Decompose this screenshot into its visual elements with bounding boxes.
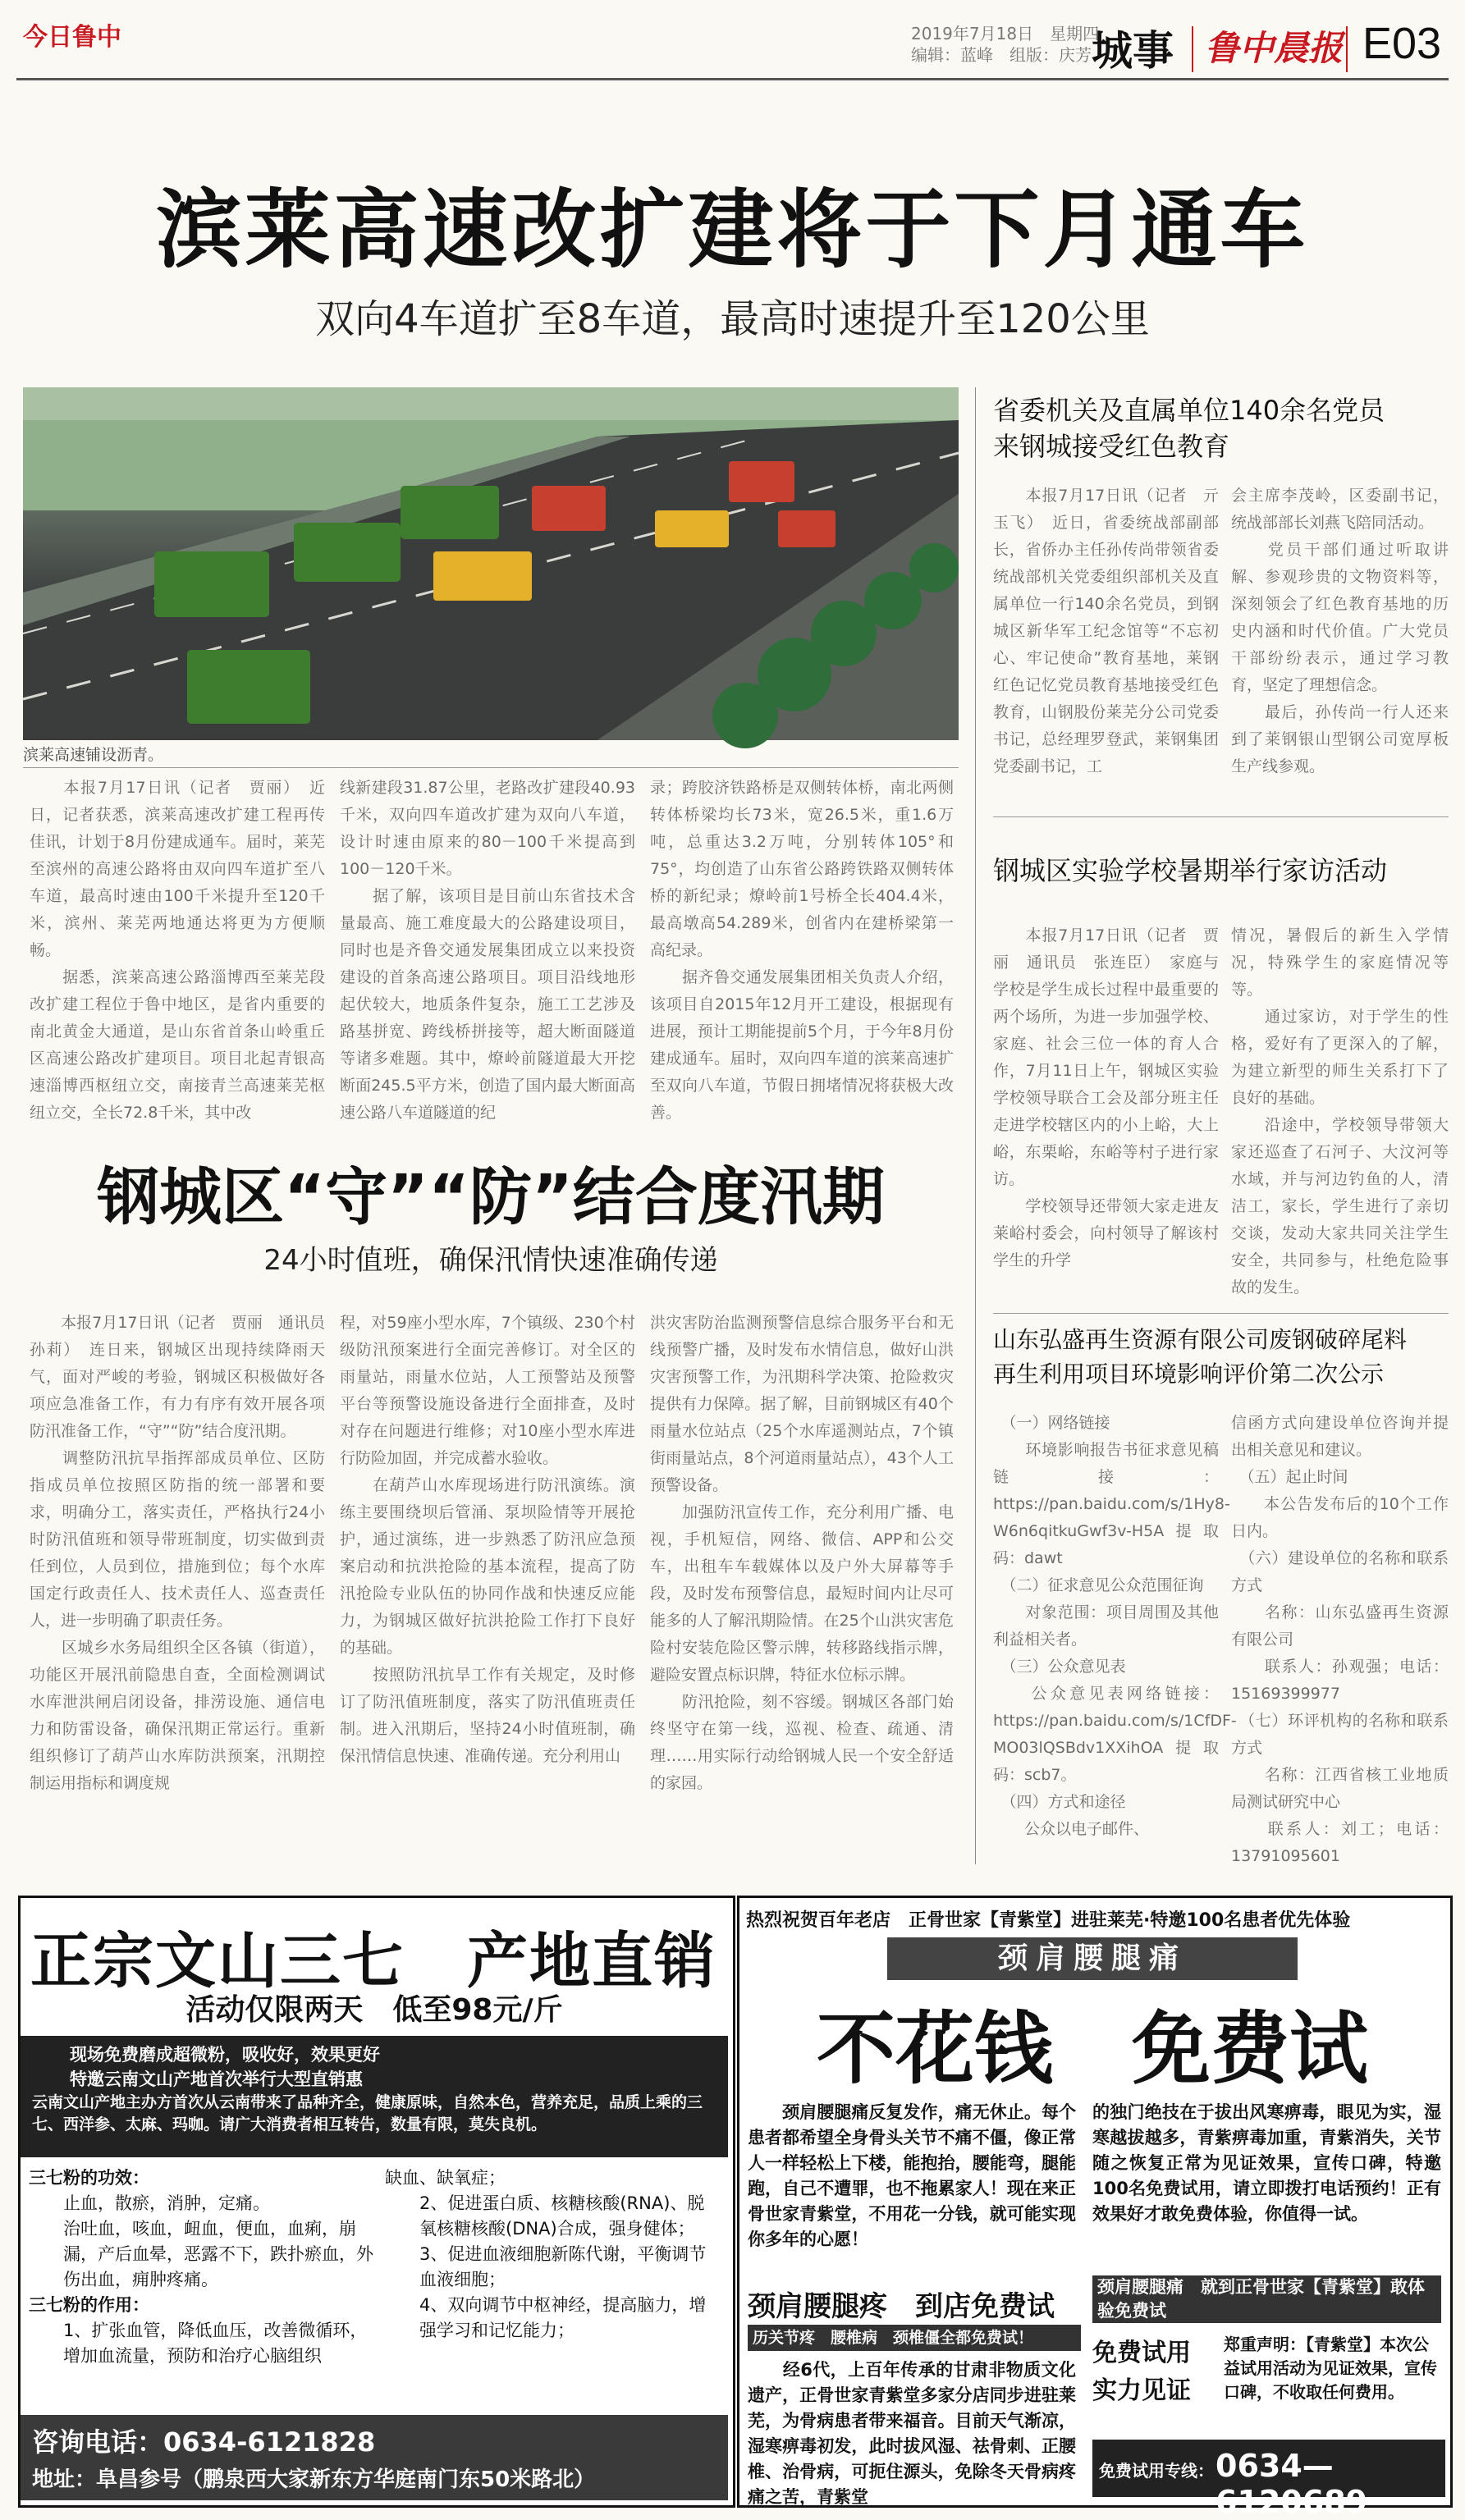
highway-photo [23, 387, 959, 740]
ad-qz-darkbar: 颈肩腰腿痛 就到正骨世家【青紫堂】敢体验免费试 [1092, 2275, 1441, 2323]
story2-body-col1: 本报7月17日讯（记者 贾丽 通讯员 孙莉） 连日来，钢城区出现持续降雨天气，面对严峻的考验，钢城区积极做好各项应急准备工作，有力有序有效开展各项防汛准备工作，“守”“防”结合度汛期。 调整防汛抗旱指挥部成员单位、区防指成员单位按照区防指的统一部署和要求，明确分工，落实责任，严格执行24小时防汛值班和领导带班制度，切实做到责任到位，人员到位，措施到位；每个水库国定行政责任人、技术责任人、巡查责任人，进一步明确了职责任务。 区城乡水务局组织全区各镇（街道），功能区开展汛前隐患自查，全面检测调试水库泄洪闸启闭设备，排涝设施、通信电力和防雷设备，确保汛期正常运行。重新组织修订了葫芦山水库防洪预案，汛期控制运用指标和调度规 [30, 1314, 325, 1792]
ad-qz-subhead: 颈肩腰腿疼 到店免费试 [748, 2290, 1055, 2323]
effects-title: 三七粉的功效： [29, 2168, 149, 2188]
page-number: E03 [1362, 19, 1442, 68]
ad-sanqi-sub: 活动仅限两天 低至98元/斤 [185, 1993, 563, 2027]
ad-qz-right-intro: 的独门绝技在于拔出风寒痹毒，眼见为实，湿寒越拔越多，青紫痹毒加重，青紫消失，关节随之恢复正常为见证效果，宣传口碑，特邀100名免费试用，请立即拨打电话预约！正有效果好才敢免费体验，你值得一试。 [1092, 2102, 1441, 2224]
photo-caption: 滨莱高速铺设沥青。 [23, 746, 164, 764]
ad-sanqi-note1: 现场免费磨成超微粉，吸收好，效果更好 [70, 2045, 380, 2065]
ad-qz-hotline-number: 0634—6120689 [1215, 2448, 1368, 2520]
role-right-3: 3、促进血液细胞新陈代谢，平衡调节血液细胞； [419, 2244, 707, 2289]
effects-1: 止血，散瘀，消肿，定痛。 [63, 2193, 270, 2213]
ad-qz-headline: 不花钱 免费试 [817, 2003, 1368, 2095]
ad-qz-sidenote: 郑重声明：【青紫堂】本次公益试用活动为见证效果，宣传口碑，不收取任何费用。 [1224, 2335, 1437, 2402]
role-right-1: 缺血、缺氧症； [385, 2168, 506, 2188]
lead-headline: 滨莱高速改扩建将于下月通车 [156, 180, 1309, 280]
story2-body-col2: 程，对59座小型水库，7个镇级、230个村级防汛预案进行全面完善修订。对全区的雨量站，雨量水位站，人工预警站及预警平台等预警设施设备进行全面排查，及时对存在问题进行维修；对10座小型水库进行防险加固，并完成蓄水验收。 在葫芦山水库现场进行防汛演练。演练主要围绕坝后管涌、泵坝险情等开展抢护，通过演练，进一步熟悉了防汛应急预案启动和抗洪抢险的基本流程，提高了防汛抢险专业队伍的协同作战和快速反应能力，为钢城区做好抗洪抢险工作打下良好的基础。 按照防汛抗旱工作有关规定，及时修订了防汛值班制度，落实了防汛值班责任制。进入汛期后，坚持24小时值班制，确保汛情信息快速、准确传递。充分利用山 [340, 1314, 635, 1765]
story4-body-col1: 本报7月17日讯（记者 贾丽 通讯员 张连臣） 家庭与学校是学生成长过程中最重要的两个场所，为进一步加强学校、家庭、社会三位一体的育人合作，7月11日上午，钢城区实验学校领导联合工会及部分班主任走进学校辖区内的小上峪，大上峪，东栗峪，东峪等村子进行家访。 学校领导还带领大家走进友莱峪村委会，向村领导了解该村学生的升学 [993, 926, 1219, 1269]
story2-headline: 钢城区“守”“防”结合度汛期 [97, 1160, 885, 1233]
ad-sanqi-phone: 咨询电话：0634-6121828 [32, 2426, 376, 2458]
column-rule [975, 387, 976, 1864]
lead-subtitle: 双向4车道扩至8车道，最高时速提升至120公里 [315, 296, 1150, 342]
role-title: 三七粉的作用： [29, 2295, 149, 2315]
ad-sanqi-banner [21, 2036, 728, 2157]
story5-body-col2: 信函方式向建设单位咨询并提出相关意见和建议。 （五）起止时间 本公告发布后的10个工作日内。 （六）建设单位的名称和联系方式 名称：山东弘盛再生资源有限公司 联系人：孙观强；电话：15169399977 （七）环评机构的名称和联系方式 名称：江西省核工业地质局测试研究中心 联系人：刘工；电话：13791095601 [1231, 1414, 1449, 1865]
issue-date: 2019年7月18日 星期四 [911, 24, 1100, 43]
role-right-4: 4、双向调节中枢神经，提高脑力，增强学习和记忆能力； [419, 2295, 707, 2340]
story3-headline-line1: 省委机关及直属单位140余名党员 [993, 395, 1385, 426]
story5-headline [993, 1323, 1453, 1392]
story3-body-col2: 会主席李茂岭，区委副书记，统战部部长刘燕飞陪同活动。 党员干部们通过听取讲解、参观珍贵的文物资料等，深刻领会了红色教育基地的历史内涵和时代价值。广大党员干部纷纷表示，通过学习教育，坚定了理想信念。 最后，孙传尚一行人还来到了莱钢银山型钢公司宽厚板生产线参观。 [1231, 487, 1449, 775]
highway-photo-illustration [23, 387, 959, 740]
section-name: 城事 [1092, 27, 1174, 75]
story3-headline [993, 392, 1453, 464]
paper-logo: 鲁中晨报 [1205, 28, 1344, 68]
ad-sanqi-effects [29, 2166, 373, 2369]
story4-body-col2: 情况，暑假后的新生入学情况，特殊学生的家庭情况等等。 通过家访，对于学生的性格，爱好有了更深入的了解，为建立新型的师生关系打下了良好的基础。 沿途中，学校领导带领大家还巡查了石河子、大汶河等水域，并与河边钓鱼的人，清洁工，家长，学生进行了亲切交谈，发动大家共同关注学生安全，共同参与，杜绝危险事故的发生。 [1231, 926, 1449, 1297]
section-rule [993, 1313, 1449, 1314]
header-divider [1346, 26, 1348, 72]
ad-qz-topline: 热烈祝贺百年老店 正骨世家【青紫堂】进驻莱芜·特邀100名患者优先体验 [746, 1910, 1351, 1931]
ad-sanqi-address: 地址：阜昌参号（鹏泉西大家新东方华庭南门东50米路北） [32, 2467, 596, 2492]
story2-subtitle: 24小时值班，确保汛情快速准确传递 [263, 1244, 718, 1277]
role-right-2: 2、促进蛋白质、核糖核酸(RNA)、脱氧核糖核酸(DNA)合成，强身健体； [419, 2193, 705, 2239]
ad-qz-intro: 颈肩腰腿痛反复发作，痛无休止。每个患者都希望全身骨头关节不痛不僵，像正常人一样轻松上下楼，能抱抬，腰能弯，腿能跑，自己不遭罪，也不拖累家人！现在来正骨世家青紫堂，不用花一分钱，就可能实现你多年的心愿！ [748, 2102, 1076, 2249]
section-rule [993, 816, 1449, 817]
ad-qingzitang [737, 1896, 1453, 2520]
ad-sanqi-headline: 正宗文山三七 产地直销 [30, 1926, 716, 1996]
ad-qz-hotline [1092, 2440, 1445, 2520]
ad-qz-free-1: 免费试用 [1092, 2339, 1191, 2367]
ad-sanqi-note2: 特邀云南文山产地首次举行大型直销惠 [70, 2070, 363, 2089]
story3-body-col1: 本报7月17日讯（记者 亓玉飞） 近日，省委统战部副部长，省侨办主任孙传尚带领省委统战部机关党委组织部机关及直属单位一行140余名党员，到钢城区新华军工纪念馆等“不忘初心、牢记使命”教育基地，莱钢红色记忆党员教育基地接受红色教育，山钢股份莱芜分公司党委书记，总经理罗登武，莱钢集团党委副书记，工 [993, 487, 1219, 775]
section-label: 今日鲁中 [23, 23, 121, 52]
ad-sanqi [18, 1896, 735, 2508]
story5-headline-line2: 再生利用项目环境影响评价第二次公示 [993, 1361, 1385, 1388]
effects-2: 治吐血，咳血，衄血，便血，血痢，崩漏，产后血晕，恶露不下，跌扑瘀血，外伤出血，痈肿疼痛。 [63, 2219, 373, 2289]
ad-qz-free-2: 实力见证 [1092, 2376, 1191, 2405]
editors: 编辑：蓝峰 组版：庆芳 [911, 45, 1092, 65]
ad-qz-ribbon: 颈肩腰腿痛 [887, 1937, 1298, 1980]
story5-body-col1: （一）网络链接 环境影响报告书征求意见稿链接：https://pan.baidu.com/s/1Hy8-W6n6qitkuGwf3v-H5A提取码：dawt （二）征求意见公众范围征询 对象范围：项目周围及其他利益相关者。 （三）公众意见表 公众意见表网络链接：https://pan.baidu.com/s/1CfDF-MO03lQSBdv1XXihOA提取码：scb7。 （四）方式和途径 公众以电子邮件、 [993, 1414, 1237, 1838]
ad-sanqi-roles [385, 2166, 721, 2344]
ad-qz-free [1092, 2335, 1215, 2410]
role-1: 1、扩张血管，降低血压，改善微循环，增加血流量，预防和治疗心脑组织 [63, 2321, 368, 2366]
story5-headline-line1: 山东弘盛再生资源有限公司废钢破碎尾料 [993, 1326, 1408, 1353]
ad-sanqi-contact [21, 2415, 728, 2500]
ad-qz-hotline-label: 免费试用专线： [1099, 2461, 1214, 2481]
header-divider [1192, 26, 1193, 72]
story4-headline: 钢城区实验学校暑期举行家访活动 [993, 855, 1388, 886]
lead-body-col3: 录；跨胶济铁路桥是双侧转体桥，南北两侧转体桥梁均长73米，宽26.5米，重1.6万吨，总重达3.2万吨，分别转体105°和75°，均创造了山东省公路跨铁路双侧转体桥的新纪录；燎岭前1号桥全长404.4米，最高墩高54.289米，创省内在建桥梁第一高纪录。 据齐鲁交通发展集团相关负责人介绍，该项目自2015年12月开工建设，根据现有进展，预计工期能提前5个月，于今年8月份建成通车。届时，双向四车道的滨莱高速扩至双向八车道，节假日拥堵情况将获极大改善。 [650, 779, 954, 1122]
lead-body-col1: 本报7月17日讯（记者 贾丽） 近日，记者获悉，滨莱高速改扩建工程再传佳讯，计划于8月份建成通车。届时，莱芜至滨州的高速公路将由双向四车道扩至八车道，最高时速由100千米提升至120千米，滨州、莱芜两地通达将更为方便顺畅。 据悉，滨莱高速公路淄博西至莱芜段改扩建工程位于鲁中地区，是省内重要的南北黄金大通道，是山东省首条山岭重丘区高速公路改扩建项目。项目北起青银高速淄博西枢纽立交，南接青兰高速莱芜枢纽立交，全长72.8千米，其中改 [30, 779, 325, 1122]
header-rule [16, 78, 1449, 80]
ad-qz-tags: 历关节疼 腰椎病 颈椎僵全都免费试！ [748, 2325, 1081, 2351]
ad-sanqi-note3: 云南文山产地主办方首次从云南带来了品种齐全，健康原味，自然本色，营养充足，品质上乘的三七、西洋参、太麻、玛咖。请广大消费者相互转告，数量有限，莫失良机。 [32, 2093, 703, 2134]
lead-body-col2: 线新建段31.87公里，老路改扩建段40.93千米，双向四车道改扩建为双向八车道，设计时速由原来的80－100千米提高到100－120千米。 据了解，该项目是目前山东省技术含量最高、施工难度最大的公路建设项目，同时也是齐鲁交通发展集团成立以来投资建设的首条高速公路项目。项目沿线地形起伏较大，地质条件复杂，施工工艺涉及路基拼宽、跨线桥拼接等，超大断面隧道等诸多难题。其中，燎岭前隧道最大开挖断面245.5平方米，创造了国内最大断面高速公路八车道隧道的纪 [340, 779, 635, 1122]
ad-qz-story: 经6代，上百年传承的甘肃非物质文化遗产，正骨世家青紫堂多家分店同步进驻莱芜，为骨病患者带来福音。目前天气渐凉，湿寒痹毒初发，此时拔风湿、祛骨刺、正腰椎、治骨病，可扼住源头，免除冬天骨病疼痛之苦，青紫堂 [748, 2360, 1076, 2507]
story2-body-col3: 洪灾害防治监测预警信息综合服务平台和无线预警广播，及时发布水情信息，做好山洪灾害预警工作，为汛期科学决策、抢险救灾提供有力保障。据了解，目前钢城区有40个雨量水位站点（25个水库遥测站点，7个镇街雨量站点，8个河道雨量站点），43个人工预警设备。 加强防汛宣传工作，充分利用广播、电视，手机短信，网络、微信、APP和公交车，出租车车载媒体以及户外大屏幕等手段，及时发布预警信息，最短时间内让尽可能多的人了解汛期险情。在25个山洪灾害危险村安装危险区警示牌，转移路线指示牌，避险安置点标识牌，特征水位标示牌。 防汛抢险，刻不容缓。钢城区各部门始终坚守在第一线，巡视、检查、疏通、清理……用实际行动给钢城人民一个安全舒适的家园。 [650, 1314, 954, 1792]
story3-headline-line2: 来钢城接受红色教育 [993, 431, 1230, 462]
caption-rule [23, 767, 959, 768]
